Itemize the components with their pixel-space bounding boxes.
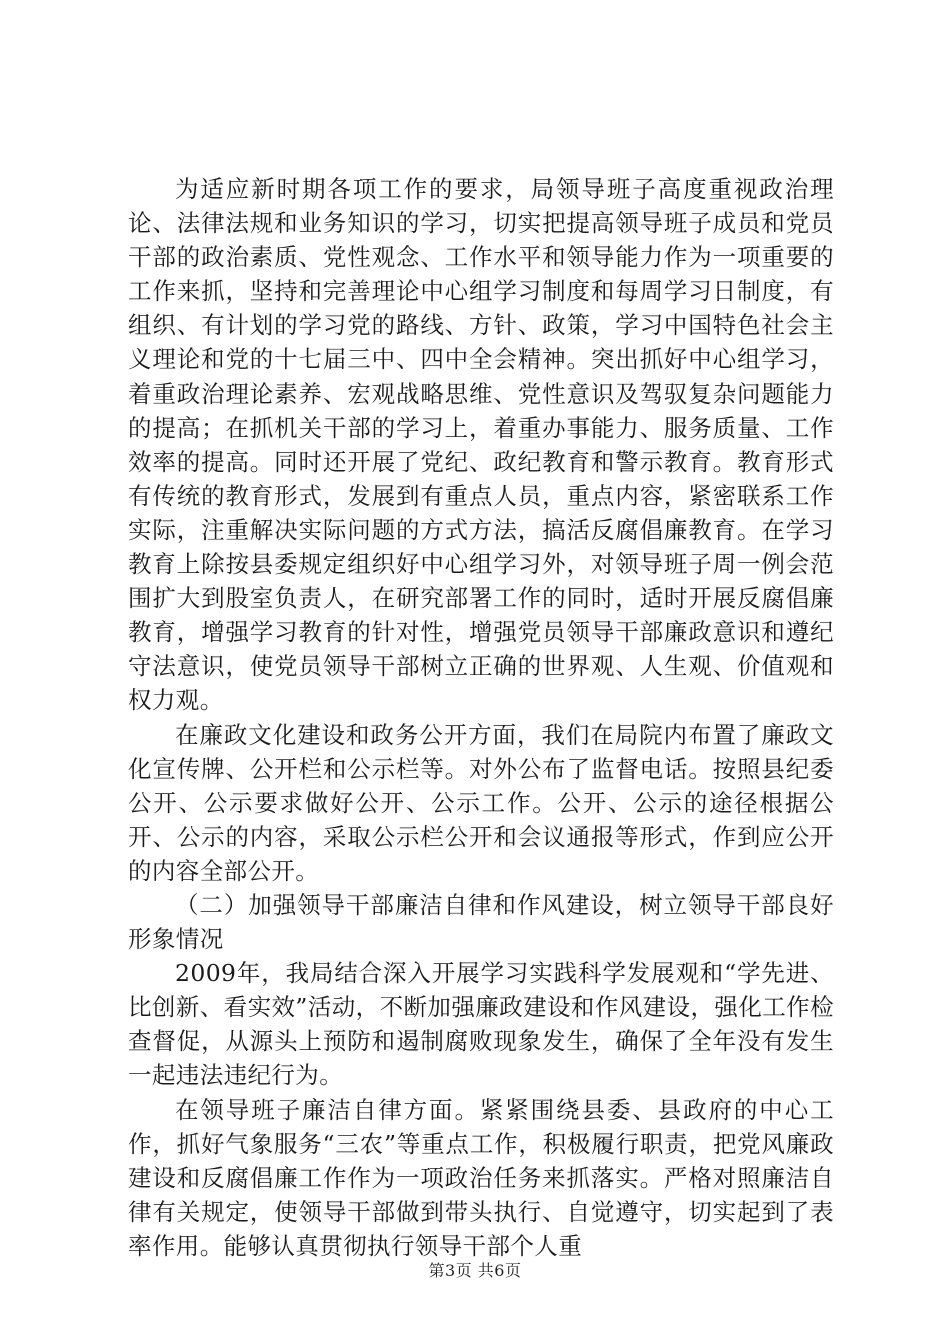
section-heading-self-discipline: （二）加强领导干部廉洁自律和作风建设，树立领导干部良好形象情况 — [128, 890, 834, 954]
document-body — [128, 172, 834, 1263]
paragraph-2009-summary: 2009年，我局结合深入开展学习实践科学发展观和“学先进、比创新、看实效”活动，不断加强廉政建设和作风建设，强化工作检查督促，从源头上预防和遏制腐败现象发生，确保了全年没有发生一起违法违纪行为。 — [128, 959, 834, 1090]
paragraph-study-education: 为适应新时期各项工作的要求，局领导班子高度重视政治理论、法律法规和业务知识的学习，切实把提高领导班子成员和党员干部的政治素质、党性观念、工作水平和领导能力作为一项重要的工作来抓，坚持和完善理论中心组学习制度和每周学习日制度，有组织、有计划的学习党的路线、方针、政策，学习中国特色社会主义理论和党的十七届三中、四中全会精神。突出抓好中心组学习，着重政治理论素养、宏观战略思维、党性意识及驾驭复杂问题能力的提高；在抓机关干部的学习上，着重办事能力、服务质量、工作效率的提高。同时还开展了党纪、政纪教育和警示教育。教育形式有传统的教育形式，发展到有重点人员，重点内容，紧密联系工作实际，注重解决实际问题的方式方法，搞活反腐倡廉教育。在学习教育上除按县委规定组织好中心组学习外，对领导班子周一例会范围扩大到股室负责人，在研究部署工作的同时，适时开展反腐倡廉教育，增强学习教育的针对性，增强党员领导干部廉政意识和遵纪守法意识，使党员领导干部树立正确的世界观、人生观、价值观和权力观。 — [128, 175, 834, 715]
paragraph-leadership-discipline: 在领导班子廉洁自律方面。紧紧围绕县委、县政府的中心工作，抓好气象服务“三农”等重点工作，积极履行职责，把党风廉政建设和反腐倡廉工作作为一项政治任务来抓落实。严格对照廉洁自律有关规定，使领导干部做到带头执行、自觉遵守，切实起到了表率作用。能够认真贯彻执行领导干部个人重 — [128, 1095, 834, 1260]
paragraph-clean-culture: 在廉政文化建设和政务公开方面，我们在局院内布置了廉政文化宣传牌、公开栏和公示栏等。对外公布了监督电话。按照县纪委公开、公示要求做好公开、公示工作。公开、公示的途径根据公开、公示的内容，采取公示栏公开和会议通报等形式，作到应公开的内容全部公开。 — [128, 720, 834, 885]
page-number-footer: 第3页 共6页 — [428, 1261, 522, 1280]
